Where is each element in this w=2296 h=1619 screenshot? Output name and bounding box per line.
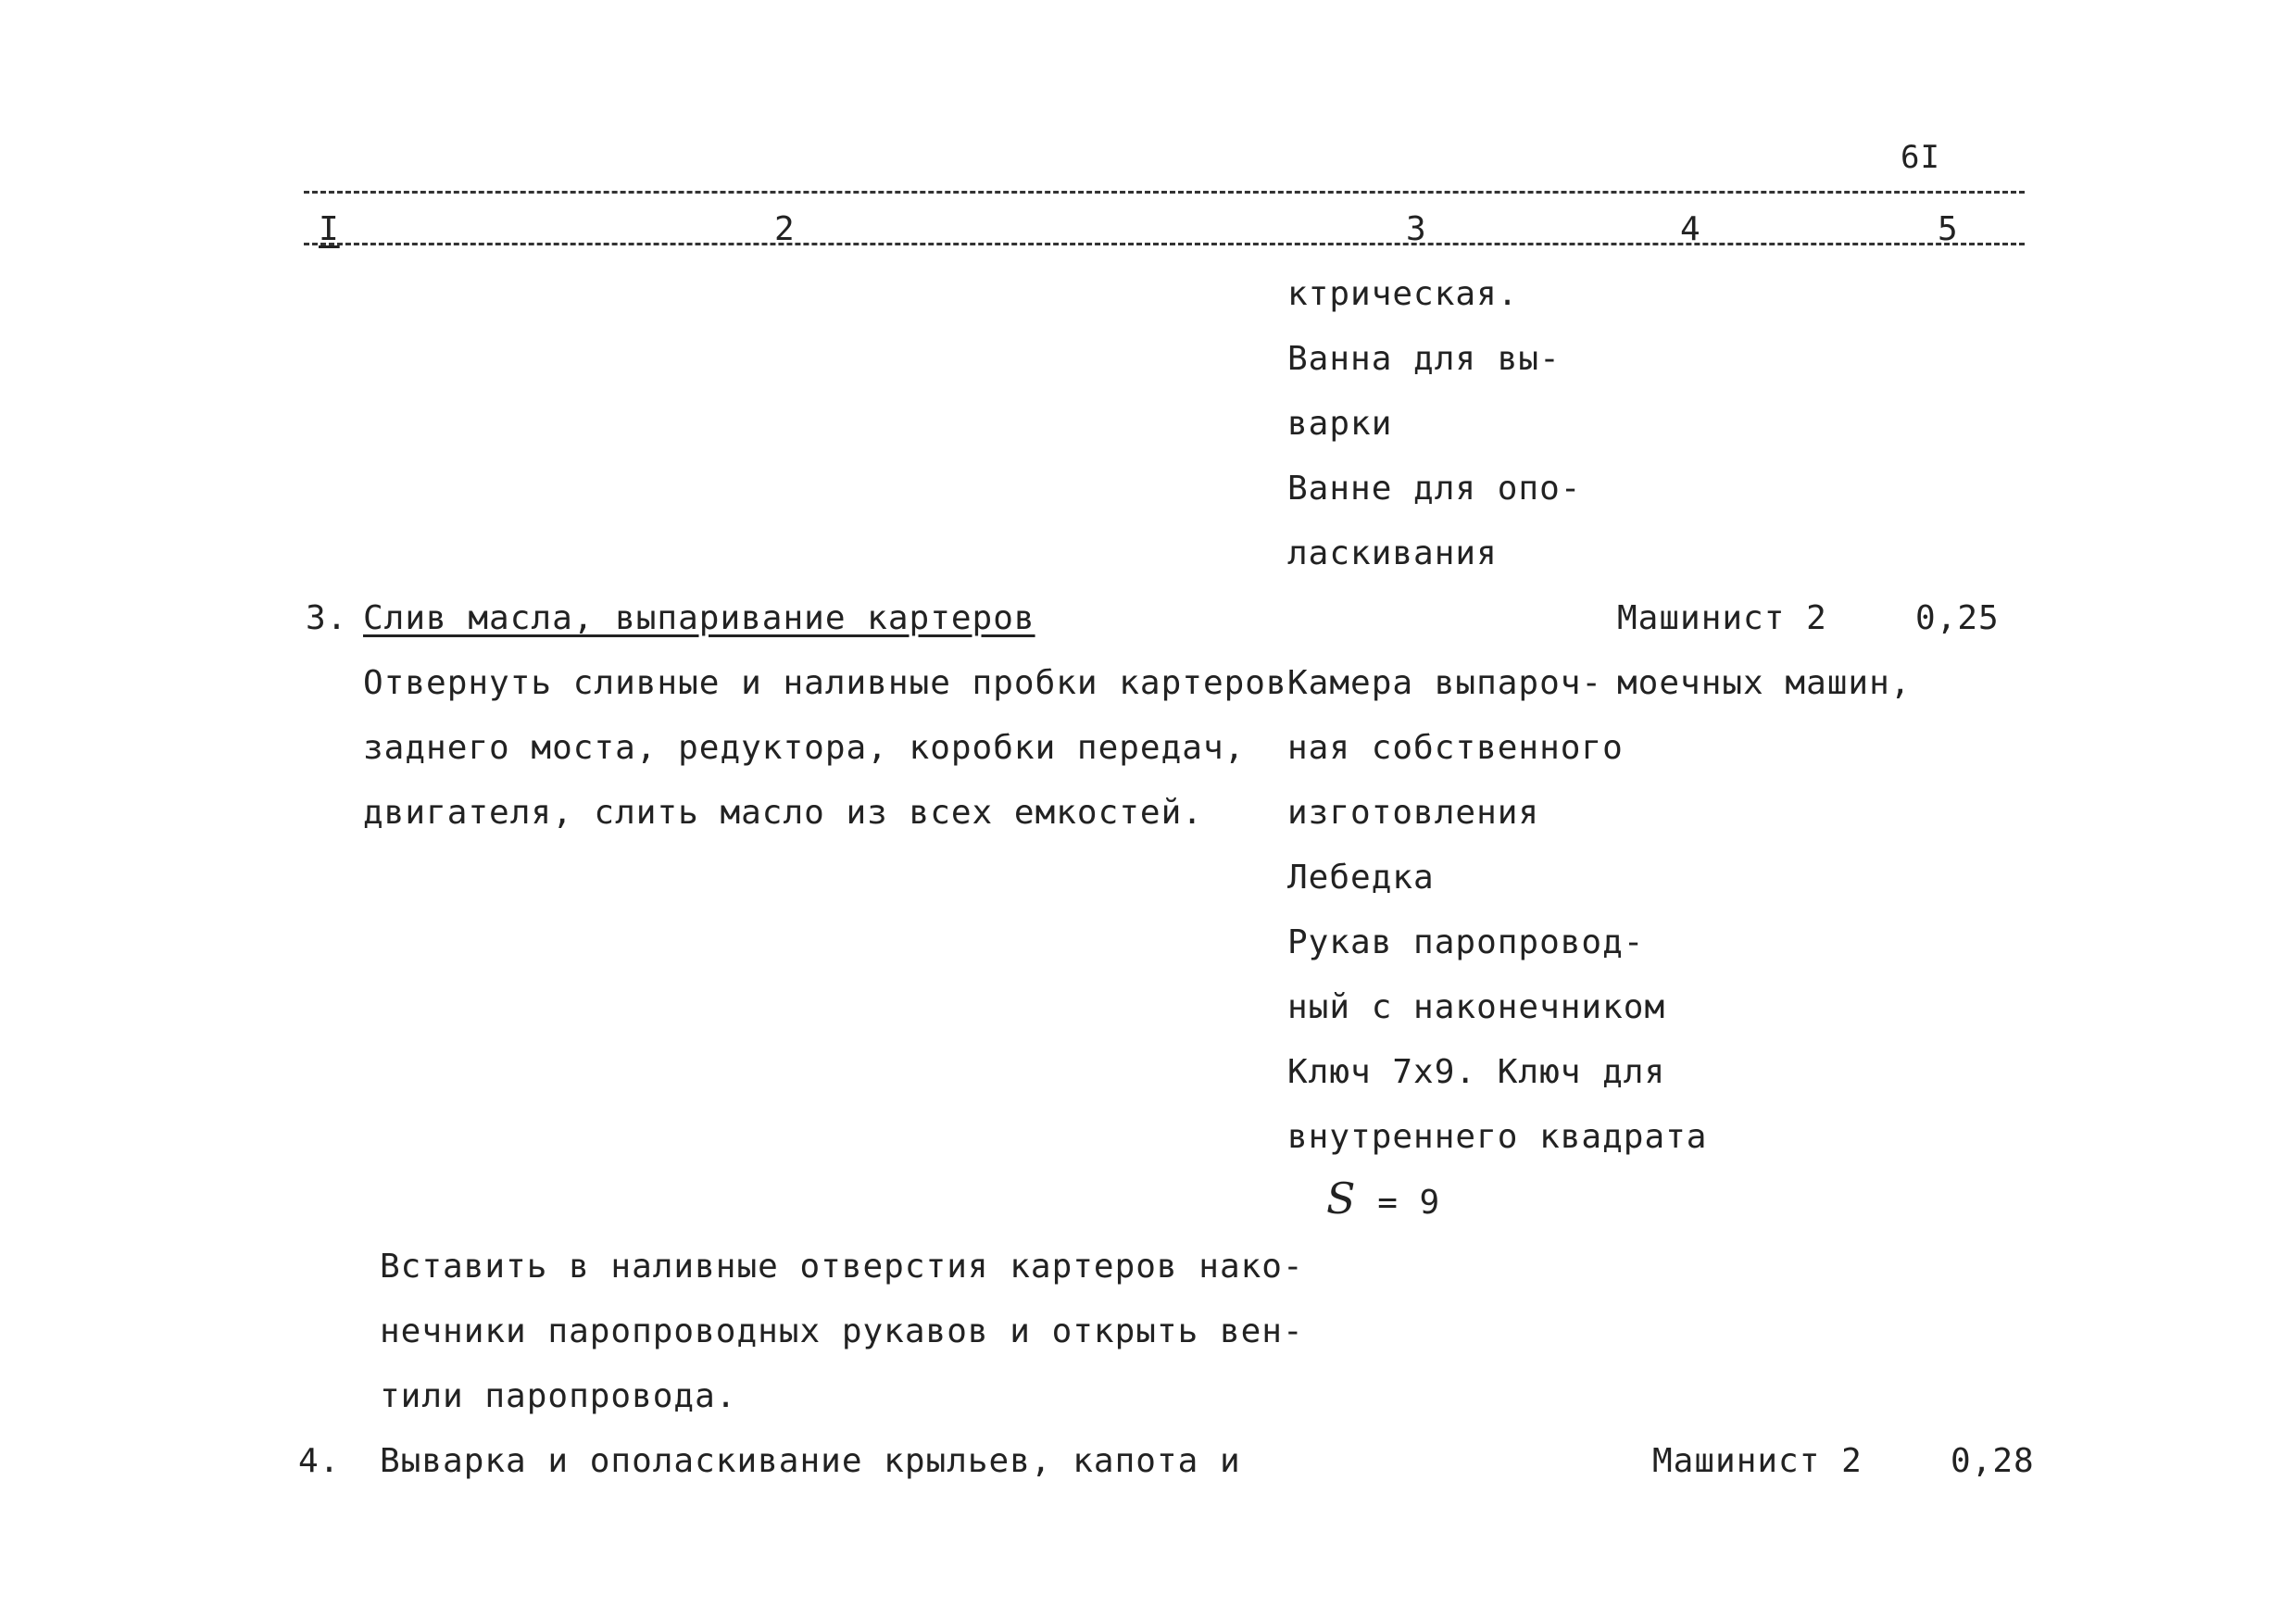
item-3-equipment-line: Камера выпароч-	[1287, 664, 1603, 702]
equipment-line: варки	[1287, 405, 1393, 443]
column-5-label: 5	[1938, 210, 1959, 248]
item-3-equipment-line: изготовления	[1287, 794, 1540, 832]
item-4-worker: Машинист 2	[1652, 1442, 1863, 1480]
column-2-label: 2	[774, 210, 796, 248]
s-symbol: S	[1326, 1173, 1357, 1224]
item-4-time: 0,28	[1951, 1442, 2035, 1480]
item-3-equipment-line: Ключ 7x9. Ключ для	[1287, 1053, 1666, 1091]
extra-instruction-line: Вставить в наливные отверстия картеров нако-	[380, 1248, 1304, 1286]
item-3-equipment-line: Рукав паропровод-	[1287, 923, 1645, 961]
header-top-rule	[304, 191, 2025, 194]
item-3-description-line: двигателя, слить масло из всех емкостей.	[363, 794, 1203, 832]
equipment-line: Ванне для опо-	[1287, 470, 1582, 508]
item-3-equipment-line: внутреннего квадрата	[1287, 1118, 1708, 1156]
key-size-formula	[1326, 1173, 1441, 1224]
column-4-label: 4	[1680, 210, 1701, 248]
item-3-equipment-line: ный с наконечником	[1287, 988, 1666, 1026]
s-value: = 9	[1377, 1184, 1441, 1222]
item-4-number: 4.	[298, 1442, 341, 1480]
item-3-title: Слив масла, выпаривание картеров	[363, 599, 1035, 637]
item-3-time: 0,25	[1915, 599, 2000, 637]
item-3-worker: Машинист 2	[1617, 599, 1827, 637]
column-3-label: 3	[1406, 210, 1427, 248]
item-3-equipment-line: ная собственного	[1287, 729, 1624, 767]
equipment-line: Ванна для вы-	[1287, 340, 1561, 378]
item-3-description-line: заднего моста, редуктора, коробки передач,	[363, 729, 1246, 767]
extra-instruction-line: нечники паропроводных рукавов и открыть вен-	[380, 1312, 1304, 1350]
equipment-line: ласкивания	[1287, 534, 1498, 572]
column-1-label: I	[319, 210, 340, 248]
page-number: 6I	[1901, 139, 1940, 176]
header-bottom-rule	[304, 243, 2025, 245]
equipment-line: ктрическая.	[1287, 275, 1519, 313]
item-3-number: 3.	[306, 599, 348, 637]
extra-instruction-line: тили паропровода.	[380, 1377, 737, 1415]
item-3-worker-line-2: моечных машин,	[1617, 664, 1912, 702]
item-3-description-line: Отвернуть сливные и наливные пробки картеров	[363, 664, 1287, 702]
item-3-equipment-line: Лебедка	[1287, 859, 1435, 897]
item-4-title: Выварка и ополаскивание крыльев, капота и	[380, 1442, 1241, 1480]
